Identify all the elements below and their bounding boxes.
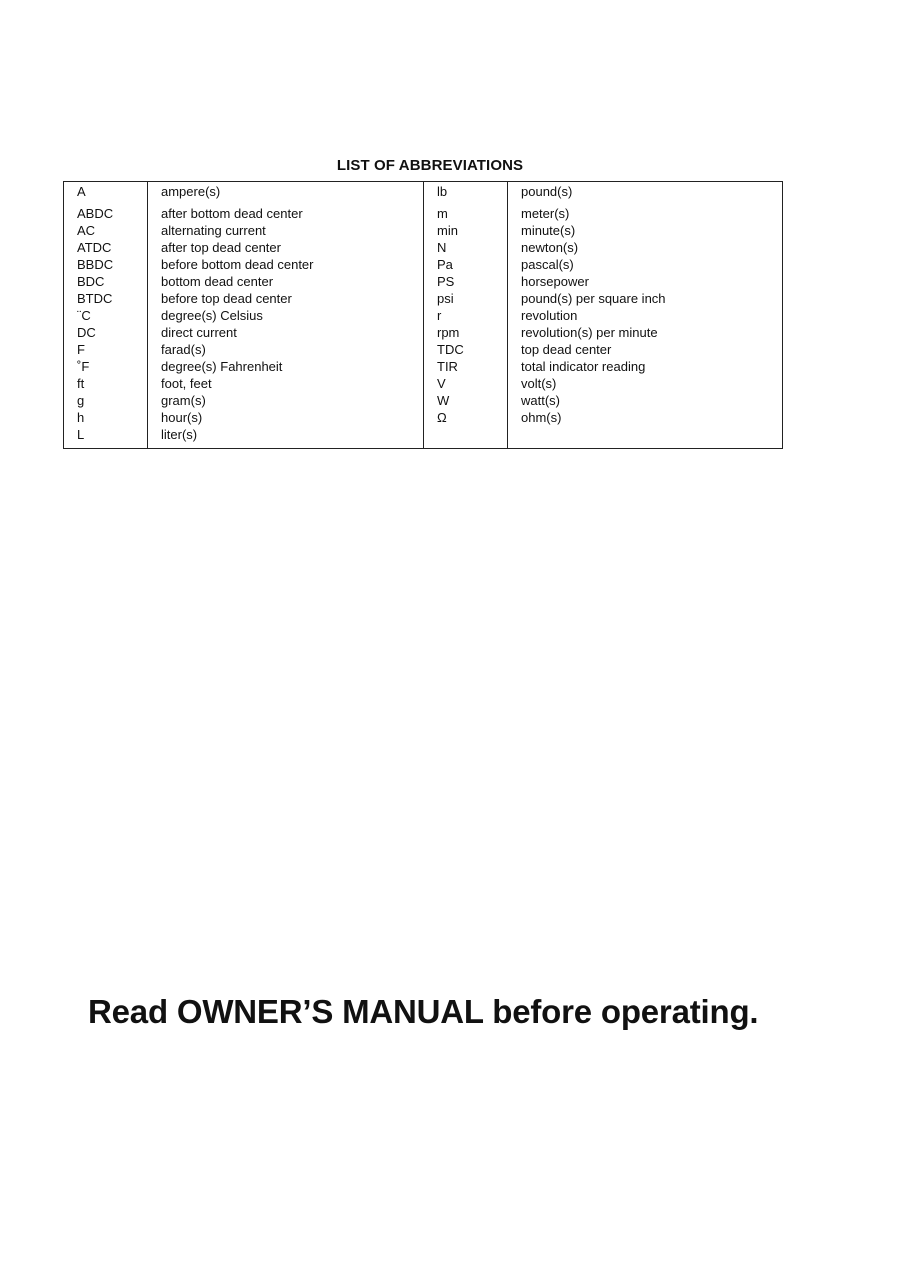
abbreviation-term: F [77,342,85,357]
abbreviation-meaning: foot, feet [161,376,212,391]
abbreviation-term: BDC [77,274,105,289]
abbreviation-meaning: after bottom dead center [161,206,303,221]
abbreviation-meaning: ohm(s) [521,410,562,425]
abbreviation-meaning: pound(s) [521,184,573,199]
abbreviation-meaning: pound(s) per square inch [521,291,666,306]
abbreviation-term: N [437,240,447,255]
abbreviation-meaning: watt(s) [521,393,560,408]
abbreviation-meaning: revolution [521,308,578,323]
abbreviation-meaning: meter(s) [521,206,570,221]
abbreviation-term: psi [437,291,454,306]
right-abbreviation-column [424,182,508,448]
abbreviation-term: BBDC [77,257,114,272]
abbreviation-meaning: total indicator reading [521,359,646,374]
abbreviation-meaning: gram(s) [161,393,206,408]
abbreviation-meaning: newton(s) [521,240,579,255]
abbreviation-meaning: degree(s) Celsius [161,308,263,323]
abbreviation-term: BTDC [77,291,113,306]
abbreviation-meaning: degree(s) Fahrenheit [161,359,283,374]
left-abbreviation-column [64,182,148,448]
abbreviation-term: PS [437,274,455,289]
abbreviation-term: TDC [437,342,464,357]
abbreviation-term: ATDC [77,240,112,255]
abbreviation-term: DC [77,325,96,340]
page-title: LIST OF ABBREVIATIONS [336,157,524,174]
abbreviation-term: L [77,427,85,442]
abbreviation-meaning: before top dead center [161,291,292,306]
abbreviation-meaning: alternating current [161,223,266,238]
abbreviation-term: Ω [437,410,447,425]
abbreviation-meaning: pascal(s) [521,257,574,272]
abbreviation-meaning: ampere(s) [161,184,221,199]
abbreviation-meaning: farad(s) [161,342,206,357]
owners-manual-notice: Read OWNER’S MANUAL before operating. [88,993,759,1030]
abbreviation-term: ft [77,376,85,391]
abbreviation-meaning: bottom dead center [161,274,274,289]
abbreviations-table [63,181,783,449]
abbreviation-term: Pa [437,257,453,272]
abbreviation-term: ¨C [77,308,91,323]
abbreviation-term: TIR [437,359,458,374]
abbreviation-meaning: hour(s) [161,410,203,425]
abbreviation-term: g [77,393,85,408]
abbreviation-term: rpm [437,325,460,340]
abbreviation-term: m [437,206,448,221]
right-meaning-column [508,182,782,448]
abbreviation-term: V [437,376,446,391]
abbreviation-term: ABDC [77,206,114,221]
abbreviation-meaning: revolution(s) per minute [521,325,658,340]
abbreviation-term: lb [437,184,448,199]
abbreviation-term: min [437,223,458,238]
abbreviation-meaning: top dead center [521,342,612,357]
abbreviation-term: ˚F [77,359,90,374]
left-meaning-column [148,182,424,448]
abbreviation-meaning: before bottom dead center [161,257,314,272]
abbreviation-meaning: direct current [161,325,237,340]
abbreviation-meaning: after top dead center [161,240,281,255]
abbreviation-term: W [437,393,450,408]
abbreviation-term: AC [77,223,96,238]
abbreviation-meaning: liter(s) [161,427,198,442]
abbreviation-term: h [77,410,85,425]
abbreviation-term: r [437,308,442,323]
abbreviation-meaning: volt(s) [521,376,557,391]
abbreviation-term: A [77,184,86,199]
abbreviation-meaning: minute(s) [521,223,576,238]
abbreviation-meaning: horsepower [521,274,589,289]
